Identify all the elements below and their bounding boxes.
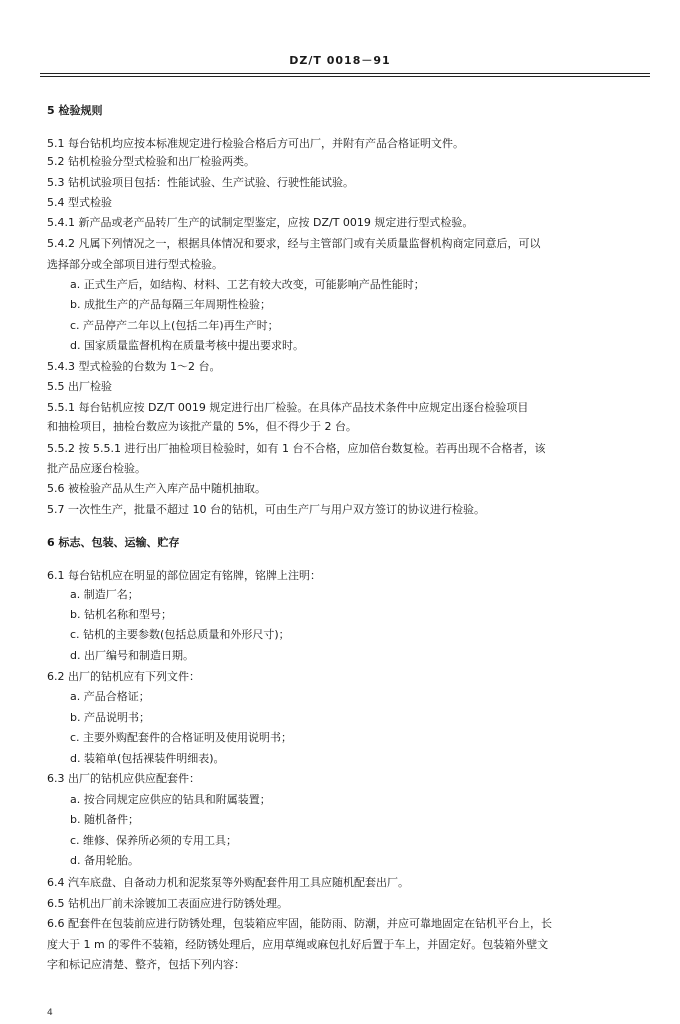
- list-item-c: c. 主要外购配套件的合格证明及使用说明书；: [70, 731, 293, 744]
- list-item-b: b. 随机备件；: [70, 813, 139, 826]
- clause-5-7: 5.7 一次性生产，批量不超过 10 台的钻机，可由生产厂与用户双方签订的协议进行检验。: [47, 503, 485, 516]
- clause-6-1: 6.1 每台钻机应在明显的部位固定有铭牌，铭牌上注明：: [47, 569, 321, 582]
- list-item-d: d. 装箱单(包括裸装件明细表)。: [70, 752, 225, 765]
- list-item-a: a. 产品合格证；: [70, 690, 150, 703]
- list-item-a: a. 制造厂名；: [70, 588, 139, 601]
- clause-5-4-2: 5.4.2 凡属下列情况之一，根据具体情况和要求，经与主管部门或有关质量监督机构商定同意后，可以: [47, 237, 541, 250]
- clause-5-5-2: 5.5.2 按 5.5.1 进行出厂抽检项目检验时，如有 1 台不合格，应加倍台数复检。若再出现不合格者，该: [47, 442, 546, 455]
- list-item-b: b. 产品说明书；: [70, 711, 150, 724]
- list-item-a: a. 按合同规定应供应的钻具和附属装置；: [70, 793, 271, 806]
- clause-5-1: 5.1 每台钻机均应按本标准规定进行检验合格后方可出厂，并附有产品合格证明文件。: [47, 137, 464, 150]
- header-rule-bottom: [40, 76, 650, 77]
- clause-5-4: 5.4 型式检验: [47, 196, 112, 209]
- clause-5-4-1: 5.4.1 新产品或老产品转厂生产的试制定型鉴定，应按 DZ/T 0019 规定进行型式检验。: [47, 216, 474, 229]
- standard-code-header: DZ/T 0018－91: [289, 54, 391, 67]
- list-item-d: d. 备用轮胎。: [70, 854, 139, 867]
- list-item-b: b. 成批生产的产品每隔三年周期性检验；: [70, 298, 271, 311]
- list-item-c: c. 产品停产二年以上(包括二年)再生产时；: [70, 319, 279, 332]
- clause-5-4-3: 5.4.3 型式检验的台数为 1～2 台。: [47, 360, 221, 373]
- clause-5-5-1-cont: 和抽检项目，抽检台数应为该批产量的 5%，但不得少于 2 台。: [47, 420, 357, 433]
- list-item-d: d. 出厂编号和制造日期。: [70, 649, 194, 662]
- clause-5-2: 5.2 钻机检验分型式检验和出厂检验两类。: [47, 155, 255, 168]
- list-item-d: d. 国家质量监督机构在质量考核中提出要求时。: [70, 339, 304, 352]
- header-rule-top: [40, 73, 650, 74]
- clause-5-4-2-cont: 选择部分或全部项目进行型式检验。: [47, 258, 223, 271]
- clause-6-3: 6.3 出厂的钻机应供应配套件：: [47, 772, 200, 785]
- clause-6-5: 6.5 钻机出厂前未涂镀加工表面应进行防锈处理。: [47, 897, 288, 910]
- clause-5-5-2-cont: 批产品应逐台检验。: [47, 462, 146, 475]
- clause-6-2: 6.2 出厂的钻机应有下列文件：: [47, 670, 200, 683]
- clause-5-3: 5.3 钻机试验项目包括：性能试验、生产试验、行驶性能试验。: [47, 176, 354, 189]
- list-item-c: c. 维修、保养所必须的专用工具；: [70, 834, 238, 847]
- clause-6-4: 6.4 汽车底盘、自备动力机和泥浆泵等外购配套件用工具应随机配套出厂。: [47, 876, 409, 889]
- clause-5-5: 5.5 出厂检验: [47, 380, 112, 393]
- page-mark: 4: [47, 1008, 53, 1018]
- section-5-heading: 5 检验规则: [47, 104, 103, 117]
- clause-6-6: 6.6 配套件在包装前应进行防锈处理，包装箱应牢固，能防雨、防潮，并应可靠地固定在钻机平台上，长: [47, 917, 552, 930]
- list-item-a: a. 正式生产后，如结构、材料、工艺有较大改变，可能影响产品性能时；: [70, 278, 425, 291]
- clause-5-5-1: 5.5.1 每台钻机应按 DZ/T 0019 规定进行出厂检验。在具体产品技术条件中应规定出逐台检验项目: [47, 401, 529, 414]
- clause-6-6-cont: 度大于 1 m 的零件不装箱，经防锈处理后，应用草绳或麻包扎好后置于车上，并固定好。包装箱外壁文: [47, 938, 549, 951]
- list-item-c: c. 钻机的主要参数(包括总质量和外形尺寸)；: [70, 628, 290, 641]
- section-6-heading: 6 标志、包装、运输、贮存: [47, 536, 180, 549]
- list-item-b: b. 钻机名称和型号；: [70, 608, 172, 621]
- clause-5-6: 5.6 被检验产品从生产入库产品中随机抽取。: [47, 482, 266, 495]
- clause-6-6-cont: 字和标记应清楚、整齐，包括下列内容：: [47, 958, 245, 971]
